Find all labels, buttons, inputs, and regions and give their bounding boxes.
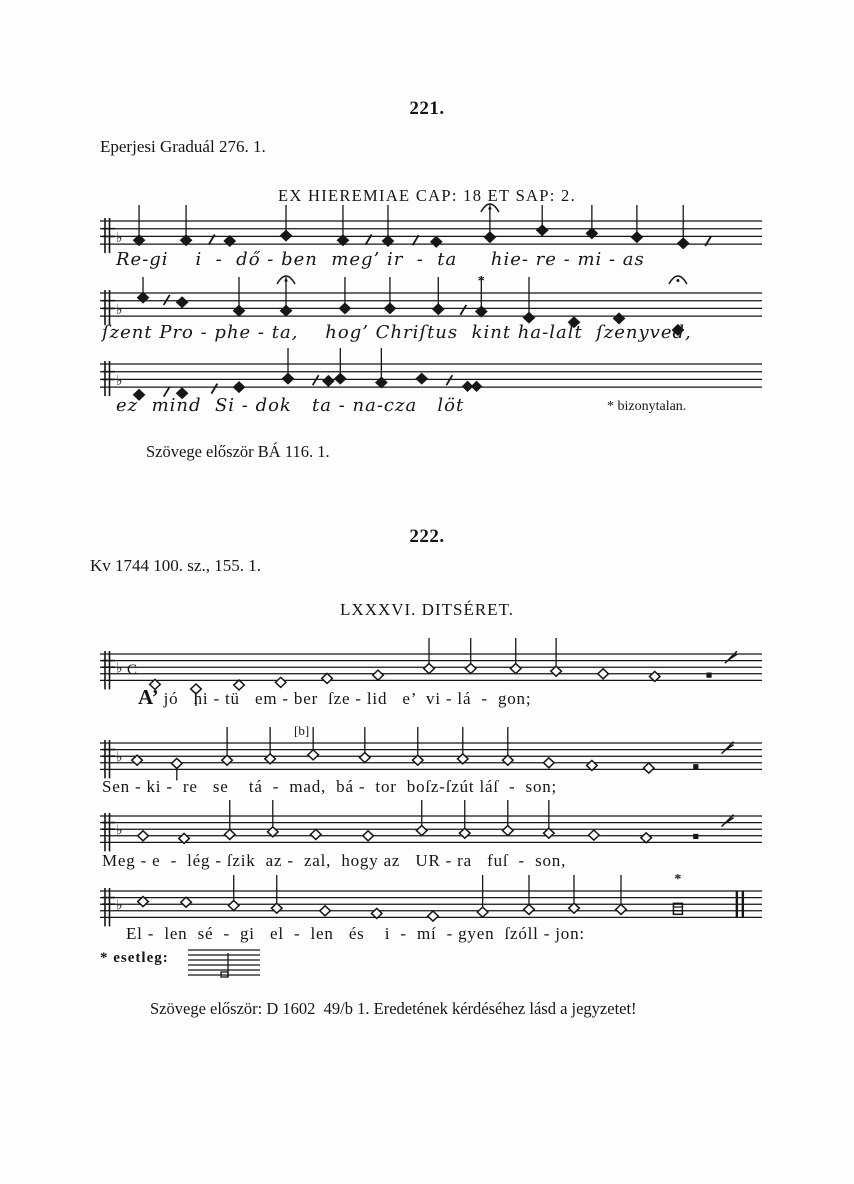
- piece-222-footnote: Szövege először: D 1602 49/b 1. Eredetének kérdéséhez lásd a jegyzetet!: [150, 999, 637, 1018]
- svg-text:♭: ♭: [116, 372, 123, 389]
- svg-text:*: *: [674, 872, 682, 887]
- lyrics-rest: jó hi - tü em - ber ſze - lid e’ vi - lá - gon;: [158, 689, 532, 708]
- svg-text:*: *: [477, 274, 485, 289]
- staff-221-line1-lyrics: Re-gi i - dő - ben meg’ ir - ta hie- re - mi - as: [116, 249, 645, 270]
- piece-221-number: 221.: [409, 98, 445, 119]
- staff-222-line3-lyrics: Meg - e - lég - ſzik az - zal, hogy az UR - ra fuſ - son,: [102, 851, 567, 870]
- staff-222-line1-lyrics: [138, 685, 531, 710]
- svg-text:♭: ♭: [116, 897, 123, 914]
- staff-222-line2-lyrics: Sen - ki - re se tá - mad, bá - tor boſz-ſzút láſ - son;: [102, 777, 558, 796]
- staff-221-line2-lyrics: ſzent Pro - phe - ta, hog’ Chriſtus kint ha-lalt ſzenyved,: [102, 322, 692, 343]
- piece-221-title: EX HIEREMIAE CAP: 18 ET SAP: 2.: [277, 186, 577, 205]
- lyrics-lead-capital: A’: [138, 685, 159, 709]
- svg-text:♭: ♭: [116, 301, 123, 318]
- svg-text:♭: ♭: [116, 822, 123, 839]
- piece-222-source: Kv 1744 100. sz., 155. 1.: [90, 556, 261, 575]
- piece-221-source: Eperjesi Graduál 276. 1.: [100, 137, 266, 156]
- svg-text:♭: ♭: [116, 229, 123, 246]
- svg-text:♭: ♭: [116, 749, 123, 766]
- piece-221-footnote: Szövege először BÁ 116. 1.: [146, 442, 330, 461]
- flat-annotation: [b]: [294, 723, 310, 738]
- uncertain-footnote: * bizonytalan.: [607, 399, 687, 414]
- svg-text:♭: ♭: [116, 660, 123, 677]
- piece-222-title: LXXXVI. DITSÉRET.: [340, 600, 514, 619]
- staff-222-line4-lyrics: El - len sé - gi el - len és i - mí - gyen ſzóll - jon:: [126, 924, 585, 943]
- esetleg-staff-fragment: [184, 946, 264, 982]
- esetleg-label: * esetleg:: [100, 950, 169, 966]
- staff-221-line3-lyrics: ez mind Si - dok ta - na-cza löt: [116, 395, 465, 416]
- piece-222-number: 222.: [409, 526, 445, 547]
- svg-text:C: C: [127, 661, 138, 678]
